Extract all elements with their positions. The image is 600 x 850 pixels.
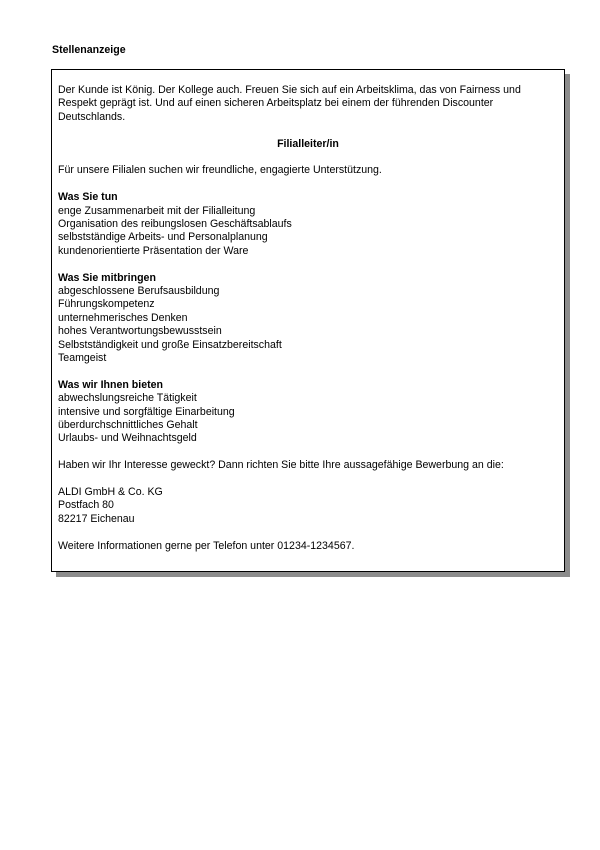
company-name: ALDI GmbH & Co. KG: [58, 486, 163, 499]
contact-info: Weitere Informationen gerne per Telefon unter 01234-1234567.: [58, 539, 355, 552]
postal-city: 82217 Eichenau: [58, 512, 135, 525]
search-paragraph: Für unsere Filialen suchen wir freundliche, engagierte Unterstützung.: [58, 164, 382, 177]
po-box: Postfach 80: [58, 499, 114, 512]
list-item: hohes Verantwortungsbewusstsein: [58, 325, 222, 338]
tasks-heading: Was Sie tun: [58, 191, 118, 204]
list-item: abgeschlossene Berufsausbildung: [58, 285, 220, 298]
list-item: Selbstständigkeit und große Einsatzbereitschaft: [58, 338, 282, 351]
list-item: Organisation des reibungslosen Geschäftsablaufs: [58, 218, 292, 231]
list-item: unternehmerisches Denken: [58, 311, 188, 324]
intro-paragraph: Der Kunde ist König. Der Kollege auch. Freuen Sie sich auf ein Arbeitsklima, das von Fairness und Respekt geprägt ist. Und auf einen sicheren Arbeitsplatz bei einem der führenden Discounter Deutschlands.: [58, 84, 521, 123]
list-item: intensive und sorgfältige Einarbeitung: [58, 405, 235, 418]
list-item: enge Zusammenarbeit mit der Filialleitung: [58, 204, 256, 217]
list-item: Führungskompetenz: [58, 298, 155, 311]
offer-section: [58, 379, 558, 446]
offer-heading: Was wir Ihnen bieten: [58, 378, 163, 391]
job-ad-box: [51, 69, 565, 572]
tasks-section: [58, 191, 558, 258]
document-label: Stellenanzeige: [52, 44, 126, 56]
list-item: selbstständige Arbeits- und Personalplanung: [58, 231, 268, 244]
address-block: [58, 486, 558, 526]
list-item: überdurchschnittliches Gehalt: [58, 419, 198, 432]
call-to-action: Haben wir Ihr Interesse geweckt? Dann richten Sie bitte Ihre aussagefähige Bewerbung an die:: [58, 459, 504, 472]
list-item: kundenorientierte Präsentation der Ware: [58, 244, 249, 257]
job-title: Filialleiter/in: [277, 137, 339, 150]
list-item: Teamgeist: [58, 352, 107, 365]
requirements-heading: Was Sie mitbringen: [58, 271, 156, 284]
list-item: abwechslungsreiche Tätigkeit: [58, 392, 197, 405]
list-item: Urlaubs- und Weihnachtsgeld: [58, 432, 197, 445]
requirements-section: [58, 272, 558, 366]
